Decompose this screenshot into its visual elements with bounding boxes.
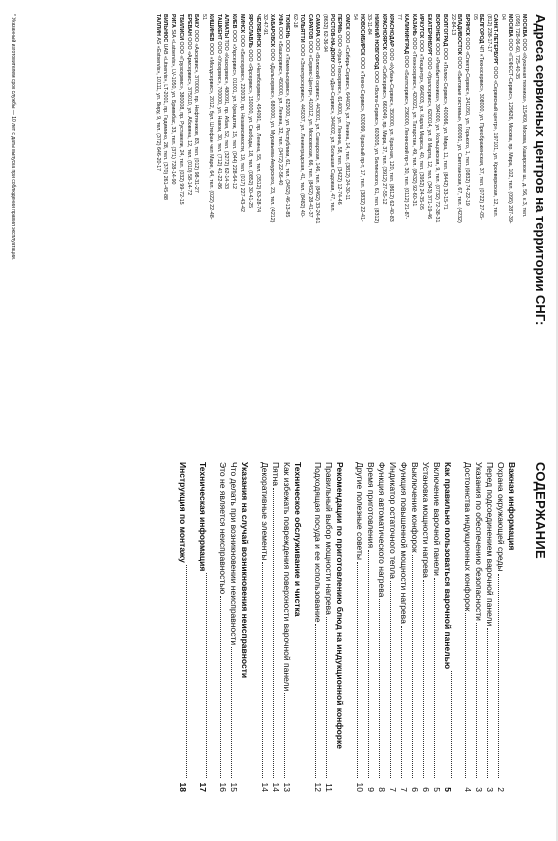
service-entry-city: САНКТ-ПЕТЕРБУРГ [492,14,499,65]
toc-section-heading [177,462,188,792]
toc-entry-text: Указания по обеспечению безопасности [474,462,484,621]
service-entry-text: UAB «Litservis», LT-2001, пр. Гедимино, 28, тел. (370) 261-45-88 [162,42,169,200]
service-entry [284,14,291,224]
service-entry-text: ООО «Челябсервис», 454091, пр. Ленина, 55, тел. (3512) 63-28-74 [254,47,261,213]
toc-leader-dots [487,628,489,778]
service-entry [231,14,238,224]
toc-entry [387,462,398,792]
service-entry [463,14,470,224]
service-entry-city: ЕРЕВАН [185,14,192,36]
toc-leader-dots [186,565,188,778]
toc-entry-text: Что делать при возникновении неисправности [229,462,239,646]
service-entry-city: ТОЛЬЯТТИ [298,14,305,43]
toc-entry [323,462,334,792]
service-entry [322,14,335,224]
toc-leader-dots [273,488,275,778]
service-entry-text: ООО «Армсервис», 375010, ул. Абовяна, 12, тел. (010) 58-14-72 [185,35,192,196]
toc-leader-dots [262,562,264,778]
service-entry-text: ООО «Сервисный центр», 197101, ул. Кронверкская, 12, тел. (812) 238-17-17 [485,14,499,217]
toc-entry [473,462,484,792]
toc-entry-text: Пятна [271,462,281,487]
service-entry-text: ООО «Сибирь-Сервис», 644024, ул. Ленина, 14, тел. (3812) 24-30-11 [344,29,351,201]
service-entry-city: ЧЕЛЯБИНСК [254,14,261,48]
toc-section-heading [442,462,453,792]
toc-leader-dots [498,574,500,778]
service-entry [306,14,313,224]
toc-leader-dots [326,617,328,778]
service-footnote: * Указанный изготовителем срок службы — 10 лет с даты выпуска при соблюдении правил эксплуатации. [10,14,16,261]
toc-entry-page: 2 [496,787,506,792]
toc-leader-dots [465,613,467,778]
service-entry-text: ЧП «Техносервис», 308000, ул. Преображенская, 37, тел. (0722) 27-05-05 [471,14,485,220]
service-entry-city: НОВОСИБИРСК [358,14,365,56]
toc-entry-page: 13 [282,782,292,792]
service-entry [201,14,214,224]
toc-leader-dots [423,580,425,778]
service-entry [396,14,409,224]
toc-entry [312,462,323,792]
toc-entry-text: Охрана окружающей среды [496,462,506,572]
toc-entry-page: 10 [355,782,365,792]
service-entry [418,14,425,224]
toc-entry [409,462,420,792]
toc-entry [270,462,281,792]
service-entry-text: ООО «Дон-Сервис», 344002, ул. Большая Садовая, 47, тел. (8632) 62-36-94 [322,14,335,212]
toc-heading-text: Рекомендации по приготовлению блюд на индукционной конфорке [335,462,345,749]
service-entry-text: ООО «Волжский сервис», 443001, ул. Самарская, 146, тел. (8462) 33-24-61 [314,36,321,224]
service-entry-text: ООО «Кухонная техника», 115409, Москва, Каширское ш., д. 56, к.3, тел. (095) 728-06-60, 725-40-35 [514,14,527,218]
service-entry [426,14,433,224]
toc-section [312,462,345,792]
service-entry-city: КАЗАНЬ [410,14,417,36]
toc-leader-dots [220,596,222,778]
toc-leader-dots [284,693,286,778]
toc-entry-text: Включение варочной панели [432,462,442,576]
toc-entry [365,462,376,792]
toc-section [197,462,208,792]
service-entry [223,14,230,224]
service-entry-text: ООО «Техносервис», 420021, ул. Татарстан, 49, тел. (8432) 92-60-31 [410,35,417,207]
service-entry [185,14,192,224]
toc-entry-text: Функция автоматического нагрева [377,462,387,598]
service-entry-city: РИГА [170,14,177,28]
toc-entry-page: 6 [410,787,420,792]
toc-leader-dots [401,626,403,778]
service-entry-city: РОСТОВ-НА-ДОНУ [328,14,335,63]
toc-leader-dots [390,581,392,778]
toc-entry-text: Декоративные элементы [260,462,270,561]
service-entry-city: ВОРОНЕЖ [433,14,440,42]
service-entry-city: ХАБАРОВСК [268,14,275,48]
service-entry-text: ООО «ГЕФЕСТ-Сервис», 129626, Москва, пр. Мира, 102, тел. (095) 287-39-04 [500,14,513,224]
service-entry-city: КИЕВ [231,14,238,29]
service-entry-city: КРАСНОЯРСК [380,14,387,50]
toc-leader-dots [476,623,478,778]
service-entry [388,14,395,224]
service-entry [262,14,275,224]
service-entry-city: КРАСНОДАР [388,14,395,47]
toc-entry-page: 4 [463,787,473,792]
service-centres-section [10,14,548,444]
service-entry [170,14,177,224]
service-entry-city: БРЯНСК [463,14,470,36]
service-centres-title: Адреса сервисных центров на территории СНГ: [533,14,548,326]
toc-leader-dots [434,578,436,778]
service-entry-text: ООО «Техцентр», 664003, ул. Карла Маркса, 40, тел. (3952) 24-35-05 [418,38,425,210]
service-entry-city: ОМСК [344,14,351,30]
service-entry-city: МИНСК [238,14,245,34]
toc-entry-text: Достоинства индукционных конфорок [463,462,473,612]
service-entry-text: ООО «Тюменьсервис», 625000, ул. Республики, 61, тел. (3452) 46-13-85 [284,38,291,218]
service-entry-text: ООО «Сервис-Центр», 410012, ул. Московская, 66, тел. (8452) 28-41-37 [306,39,313,218]
service-entry-text: ООО «Спектр-Сервис», 241050, ул. Горького, 1, тел. (0832) 74-22-19 [463,35,470,206]
toc-entry-page: 8 [377,787,387,792]
toc-leader-dots [315,624,317,778]
toc-leader-dots [451,671,453,778]
toc-entry [462,462,473,792]
service-entry-city: КИШИНЕВ [207,14,214,42]
service-entry-city: УФА [276,14,283,26]
service-entry-text: ООО «Дальсервис», 680000, ул. Муравьева-Амурского, 23, тел. (4212) 32-47-91 [262,14,275,223]
service-entry [433,14,440,224]
service-entry [292,14,305,224]
toc-entry [376,462,387,792]
toc-entry-page: 3 [485,787,495,792]
toc-leader-dots [379,599,381,778]
service-entry [238,14,245,224]
service-entry-text: ООО «Бытовые системы», 690091, ул. Светланская, 67, тел. (4232) 22-84-13 [449,14,463,223]
toc-heading-text: Как правильно пользоваться варочной панелью [443,462,453,670]
service-entry-city: ЕКАТЕРИНБУРГ [426,14,433,56]
toc-heading-page: 17 [198,782,208,792]
service-entry-text: ООО «Грузсервис», 380008, пр. Руставели, 24, тел. (032) 99-72-15 [177,40,184,205]
service-entry-text: ТОО «Казсервис», 480091, пр. Абая, 52, тел. (3272) 62-14-33 [223,38,230,189]
toc-section [177,462,188,792]
toc-entry [259,462,270,792]
service-entry-city: ТАШКЕНТ [215,14,222,40]
service-entry [162,14,169,224]
service-entry-city: САМАРА [314,14,321,37]
service-entry [449,14,462,224]
toc-section [217,462,250,792]
service-entry [177,14,184,224]
service-entry-text: ООО «Ярсервис», 150000, ул. Свободы, 18, тел. (0852) 30-41-25 [246,47,253,209]
toc-section [462,462,517,792]
toc-section-heading [506,462,517,792]
toc-entry [431,462,442,792]
service-entry-city: АЛМАТЫ [223,14,230,39]
toc-entry-text: Индикатор остаточного тепла [388,462,398,579]
toc-heading-page: 18 [178,782,188,792]
toc-heading-text: Техническая информация [198,462,208,572]
toc-entry-page: 3 [474,787,484,792]
service-entry [514,14,527,224]
service-entry-city: ИРКУТСК [418,14,425,39]
service-entry-text: ООО «Башсервис», 450000, ул. Ленина, 32, тел. (3472) 22-56-40 [276,25,283,186]
service-entry-text: ООО «Белсервис», 220030, пр. Независимости, 19, тел. (017) 227-43-42 [238,33,245,212]
service-entry [193,14,200,224]
toc-section [259,462,303,792]
service-entry-text: ООО «Волга-Сервис», 603005, ул. Белинского, 61, тел. (8312) 33-11-84 [366,14,379,224]
table-of-contents [10,462,548,792]
toc-section-heading [239,462,250,792]
service-entry-text: ООО «Узсервис», 700000, ул. Навои, 30, тел. (712) 41-22-86 [215,39,222,190]
toc-heading-text: Важная информация [507,462,517,551]
service-entry-text: ООО «Кубань-Сервис», 350000, ул. Красная, 120, тел. (8612) 62-40-83 [388,46,395,222]
toc-entry [495,462,506,792]
toc-section-heading [197,462,208,792]
service-entry-city: ТЮМЕНЬ [284,14,291,39]
toc-leader-dots [231,647,233,778]
toc-entry-page: 14 [260,782,270,792]
service-entry-city: МОСКВА [506,14,513,37]
toc-entry-page: 9 [366,787,376,792]
toc-entry-text: Другие полезные советы [355,462,365,560]
toc-title: СОДЕРЖАНИЕ [533,462,548,559]
service-entry-text: ООО «Рембыттехника», 394000, ул. Кольцовская, 9, тел. (0732) 72-38-31 [433,41,440,223]
service-entry-text: ООО «Техно-Сервис», 630099, Красный пр-т, 17, тел. (3832) 22-41-54 [352,14,365,222]
toc-entry [420,462,431,792]
service-entry [441,14,448,224]
service-entry [380,14,387,224]
toc-leader-dots [357,562,359,778]
service-entry [485,14,498,224]
service-entry [254,14,261,224]
toc-section-heading [292,462,303,792]
toc-entry-page: 11 [324,783,334,792]
service-entry-text: ООО «Полюс-Сервис», 400066, ул. Мира, 11, тел. (8442) 33-15-71 [441,46,448,210]
toc-leader-dots [412,555,414,778]
service-entry-text: ООО «Электросервис», 445037, ул. Ленинградская, 41, тел. (8482) 40-62-18 [292,14,305,218]
toc-entry-page: 6 [421,787,431,792]
service-centres-list [31,14,527,444]
toc-entry [484,462,495,792]
service-entry [154,14,161,224]
service-entry-city: ВОЛГОГРАД [441,14,448,47]
toc-leader-dots [206,573,208,778]
toc-entry-page: 15 [229,782,239,792]
service-entry-city: ТАЛЛИН [154,14,161,36]
toc-entry-text: Функция повышенной мощности нагрева [399,462,409,624]
service-entry-city: ВИЛЬНЮС [162,14,169,43]
service-entry-city: БАКУ [193,14,200,29]
service-entry-text: SIA «Latservis», LV-1050, ул. Бривибас, 33, тел. (371) 728-14-90 [170,27,177,185]
toc-section-heading [334,462,345,792]
service-entry-text: ООО «Укрсервис», 01001, ул. Крещатик, 15, тел. (044) 228-64-12 [231,28,238,189]
toc-heading-text: Техническое обслуживание и чистка [293,462,303,617]
service-entry-city: КАЛИНИНГРАД [402,14,409,54]
toc-entry [398,462,409,792]
toc-entry-text: Время приготовления [366,462,376,549]
service-entry [344,14,351,224]
service-entry-text: ООО «Уралсервис», 620014, ул. 8 Марта, 12, тел. (343) 371-19-46 [426,55,433,220]
toc-heading-page: 5 [443,787,453,792]
service-entry-text: ООО «Азсервис», 370000, пр. Нефтяников, 83, тел. (012) 98-31-27 [193,28,200,193]
service-entry [366,14,379,224]
service-entry [410,14,417,224]
service-entry-city: ПЕРМЬ [336,14,343,34]
toc-entry [354,462,365,792]
service-entry-text: AS «Estservis», 10111, ул. Виру, 9, тел. (372) 646-20-17 [154,35,161,172]
toc-entry-text: Подходящая посуда и ее использование [313,462,323,623]
service-entry [276,14,283,224]
toc-entry-text: Установка мощности нагрева [421,462,431,578]
service-entry [215,14,222,224]
service-entry-text: ООО «Сибсервис», 660049, пр. Мира, 37, тел. (3912) 27-55-12 [380,49,387,205]
toc-entry [228,462,239,792]
service-entry [336,14,343,224]
toc-entry-text: Выключение конфорок [410,462,420,553]
service-entry-text: ООО «Урал-Техсервис», 614000, ул. Ленина, 58, тел. (3422) 12-74-46 [336,33,343,205]
service-entry-city: ВЛАДИВОСТОК [456,14,463,55]
toc-entry-text: Это не является неисправностью [218,462,228,595]
toc-entry-page: 7 [399,787,409,792]
service-entry [246,14,253,224]
toc-entry-page: 12 [313,782,323,792]
toc-heading-text: Указания на случай возникновения неисправности [240,462,250,679]
service-entry [471,14,484,224]
service-entry-city: САРАТОВ [306,14,313,40]
toc-entry-text: Правильный выбор мощности нагрева [324,462,334,615]
service-entry-city: ТБИЛИСИ [177,14,184,41]
service-entry-city: БЕЛГОРОД [478,14,485,44]
toc-entry-page: 7 [388,787,398,792]
toc-entry-page: 14 [271,782,281,792]
toc-entry-page: 5 [432,787,442,792]
toc-entry-text: Как избежать повреждения поверхности варочной панели [282,462,292,692]
service-entry-text: ООО «Молдсервис», 2012, бул. Штефан чел Маре, 64, тел. (022) 22-48-51 [201,14,214,220]
service-entry-city: ЯРОСЛАВЛЬ [246,14,253,48]
toc-entry-page: 16 [218,782,228,792]
service-entry [500,14,513,224]
toc-section [354,462,453,792]
service-entry-city: МОСКВА [521,14,527,37]
toc-entry-text: Перед подсоединением варочной панели [485,462,495,627]
toc-leader-dots [368,550,370,778]
service-entry [314,14,321,224]
toc-entry [281,462,292,792]
service-entry-city: НИЖНИЙ НОВГОРОД [372,14,379,70]
toc-heading-text: Инструкция по монтажу [178,462,188,563]
service-entry-text: ООО «Балтсервис», 236000, Ленинский пр-т, 30, тел. (0112) 21-87-77 [396,14,409,220]
toc-list [177,462,517,792]
service-entry [352,14,365,224]
toc-entry [217,462,228,792]
